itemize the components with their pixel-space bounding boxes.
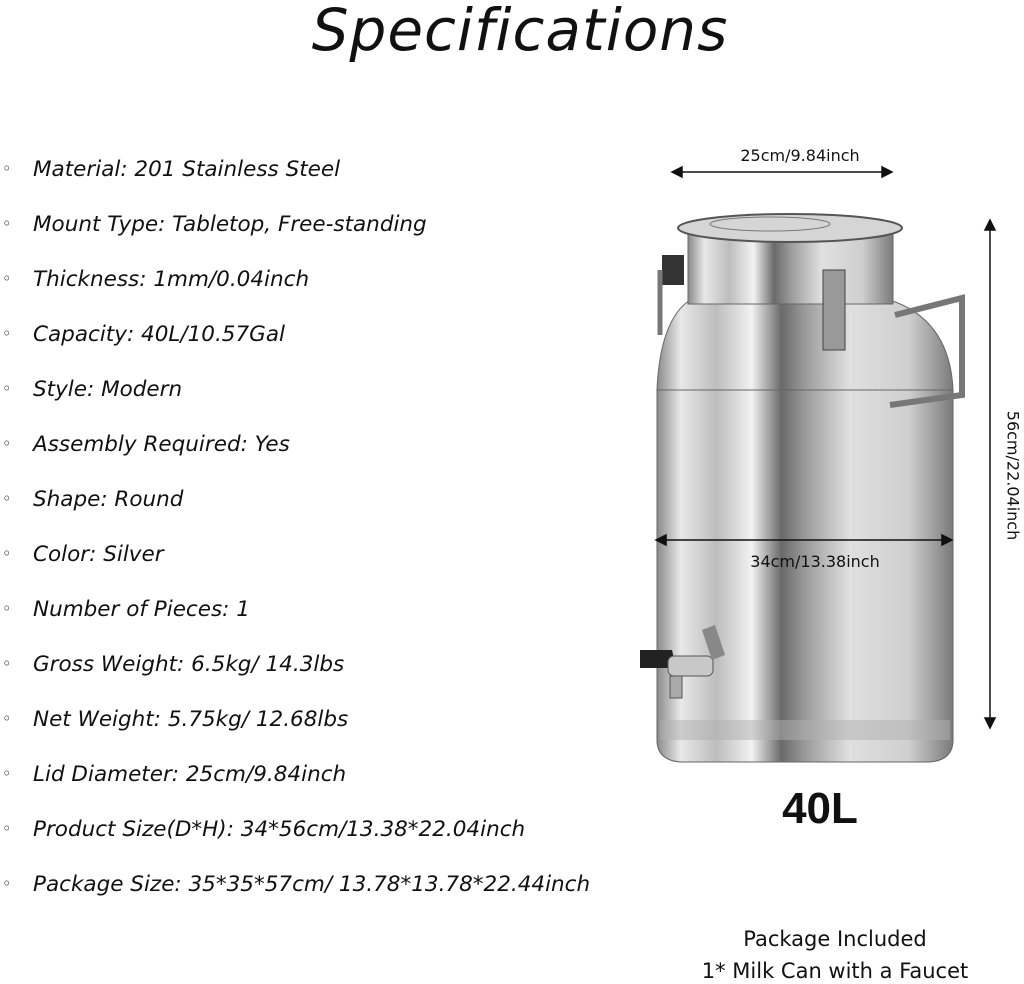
bullet-icon: ◦	[2, 874, 12, 893]
bullet-icon: ◦	[2, 544, 12, 563]
spec-text: Shape: Round	[33, 487, 184, 512]
bullet-icon: ◦	[2, 269, 12, 288]
page-title: Specifications	[311, 0, 729, 64]
bullet-icon: ◦	[2, 764, 12, 783]
bullet-icon: ◦	[2, 599, 12, 618]
bullet-icon: ◦	[2, 434, 12, 453]
height-dimension-label: 56cm/22.04inch	[1003, 410, 1023, 541]
spec-text: Mount Type: Tabletop, Free-standing	[33, 212, 427, 237]
bullet-icon: ◦	[2, 489, 12, 508]
spec-text: Material: 201 Stainless Steel	[33, 157, 341, 182]
package-item: 1* Milk Can with a Faucet	[701, 959, 969, 983]
lid-dimension-arrow	[672, 167, 892, 177]
spec-text: Color: Silver	[33, 542, 164, 567]
spec-text: Number of Pieces: 1	[33, 597, 250, 622]
spec-text: Net Weight: 5.75kg/ 12.68lbs	[33, 707, 349, 732]
spec-text: Package Size: 35*35*57cm/ 13.78*13.78*22.44inch	[33, 872, 591, 897]
package-heading: Package Included	[743, 927, 927, 951]
spec-text: Product Size(D*H): 34*56cm/13.38*22.04inch	[33, 817, 526, 842]
can-body	[657, 390, 953, 762]
bullet-icon: ◦	[2, 819, 12, 838]
bullet-icon: ◦	[2, 654, 12, 673]
spec-text: Lid Diameter: 25cm/9.84inch	[33, 762, 347, 787]
lid-clamp-left	[662, 255, 684, 285]
diameter-dimension-label: 34cm/13.38inch	[750, 552, 880, 571]
height-dimension-arrow	[985, 220, 995, 728]
can-lid	[678, 214, 902, 242]
bullet-icon: ◦	[2, 379, 12, 398]
spec-text: Gross Weight: 6.5kg/ 14.3lbs	[33, 652, 345, 677]
spec-text: Style: Modern	[33, 377, 183, 402]
capacity-label: 40L	[782, 784, 858, 833]
bullet-icon: ◦	[2, 324, 12, 343]
lid-clamp-right	[823, 270, 845, 350]
bullet-icon: ◦	[2, 159, 12, 178]
spec-text: Capacity: 40L/10.57Gal	[33, 322, 285, 347]
bullet-icon: ◦	[2, 214, 12, 233]
spec-text: Thickness: 1mm/0.04inch	[33, 267, 310, 292]
spec-text: Assembly Required: Yes	[33, 432, 290, 457]
bullet-icon: ◦	[2, 709, 12, 728]
lid-dimension-label: 25cm/9.84inch	[740, 146, 860, 165]
